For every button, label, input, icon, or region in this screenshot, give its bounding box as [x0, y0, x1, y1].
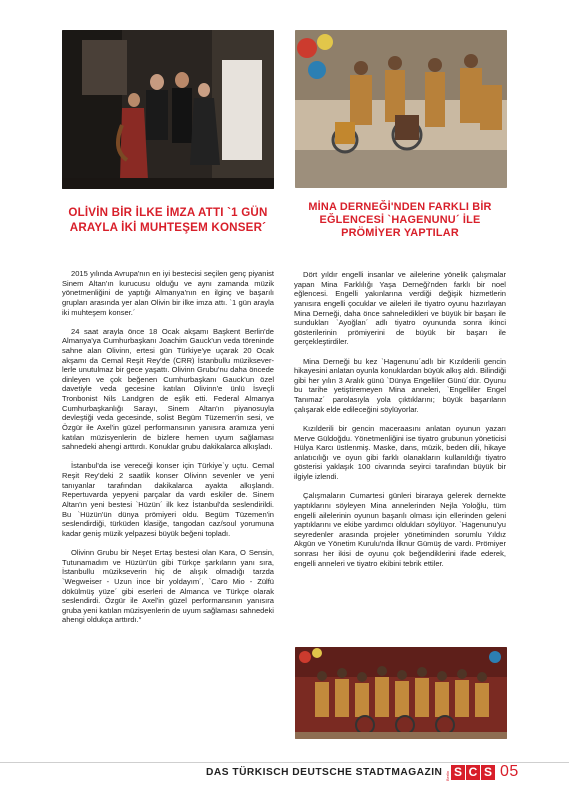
paragraph: İstanbul'da ise vereceği konser için Türkiye`y uçtu. Cemal Reşit Rey'deki 2 saatlik konser Olivinn sevenler ve yeni tanıyanlar tarafından dakikalarca ayakta alkışlandı. Repertuvarda yepyeni parçalar da vardı eskiler de. Sinem Altan'ın yeni bestesi `Hüzün´ ilk kez İstanbul'da seslendirildi. Bu `Hüzün'ün dünya prömiyeri oldu. Begüm Tüzemen'in seslendirdiği, türküden klasiğe, tangodan caz/soul yorumuna kadar geniş müzik yelpazesi büyük beğeni topladı.	[62, 461, 274, 538]
mina-group-photo-bottom	[295, 647, 507, 739]
right-article-headline: MİNA DERNEĞİ'NDEN FARKLI BİR EĞLENCESİ `HAGENUNU´ İLE PRÖMİYER YAPTILAR	[308, 201, 492, 240]
magazine-name: DAS TÜRKISCH DEUTSCHE STADTMAGAZIN	[206, 767, 443, 778]
left-article-body	[62, 269, 274, 635]
olivinn-band-photo	[62, 30, 274, 189]
paragraph: Çalışmaların Cumartesi günleri biraraya gelerek dernekte yaptıklarını söyleyen Mina annelerinden Nejla Yoloğlu, tüm engelli ailelerinin oyunun başarılı olması için ellerinden geleni yaptıklarını ve ekibe yardımcı oldukları söylüyor. `Hagenunu'yu seyredenler arasında projeler yönetiminden sorumlu Yıldız Akgün ve Yönetim Kurulu'nda İlknur Gümüş de vardı. Prömiyer sonrası her ikisi de oyunu çok beğendiklerini ifade ederek, engelli anneleri ve tiyatro ekibini tebrik ettiler.	[294, 491, 506, 568]
page-number: 05	[500, 763, 519, 780]
footer-divider	[0, 762, 569, 763]
paragraph: Dört yıldır engelli insanlar ve ailelerine yönelik çalışmalar yapan Mina Farklılığı Yaşa Derneği'nden farklı bir noel eğlencesi. Engelli yakınlarına verdiği değişik hizmetlerin yanısıra engelli çocuklar ve aileleri ile tiyatro oyunu hazırlayan Mina Derneği, daha önce sahneledikleri ve büyük bir başarı ile sundukları `Ayoğlan´ adlı tiyatro oyununda sonra ikinci gösterilerinin prömiyerini de büyük bir başarı ile gerçekleştirdiler.	[294, 270, 506, 347]
paragraph: 24 saat arayla önce 18 Ocak akşamı Başkent Berlin'de Almanya'ya Cumhurbaşkanı Joachim Gauck'un veda töreninde sahne alan Olivinn, ertesi gün Türkiye'ye uçarak 20 Ocak akşamı da Cemal Reşit Rey'de (CRR) İstanbullu müzikseverlerle unutulmaz bir gece yaşattı. Olivinn Grubu'nu daha öncede dinleyen ve çok beğenen Cumhurbaşkanı Gauck'un özel davetiyle veda gecesine katılan Olivinn'e ünlü İsveçli Tronbonist Nils Landgren de eşlik etti. Federal Almanya Cumhurbaşkanlığı Sarayı, Sinem Altan'ın piyanosuyla devleştiği veda gecesinde, solist Begüm Tüzemen'in sesi, ve Özgür ile Axel'in güzel performansının yanısıra aramıza yeni katılan müzisyenlerin de bizlere hemen uyum sağlaması sahnedeki ahengi arttırdı. Konuklar grubu dakikalarca alkışladı.	[62, 326, 274, 452]
mina-theatre-photo-top	[295, 30, 507, 188]
right-article-body	[294, 270, 506, 578]
paragraph: 2015 yılında Avrupa'nın en iyi bestecisi seçilen genç piyanist Sinem Altan'ın kurucusu olduğu ve aynı zamanda müzik yönetmenliğini de yaptığı Almanya'nın en ilginç ve başarılı grupları arasında yer alan Olivin bir ilke imza attı. `1 gün arayla iki muhteşem konser.´	[62, 269, 274, 317]
logo-letter: S	[451, 765, 465, 780]
city-label: Berlin	[445, 770, 450, 781]
scs-logo	[451, 765, 495, 780]
paragraph: Kızılderili bir gencin maceraasını anlatan oyunun yazarı Merve Güldoğdu. Yönetmenliğini ise tiyatro grubunun yöneticisi Hülya Karcı üstlenmiş. Maske, dans, müzik, beden dili, hikaye anlatıcılığı ve oyun gibi farklı olanakların kullanıldığı tiyatro gösterisi yaklaşık 100 civarında seyirci tarafından büyük bir ilgiyle izlendi.	[294, 423, 506, 482]
paragraph: Mina Derneği bu kez `Hagenunu´adlı bir Kızılderili gencin hikayesini anlatan oyunla konuklardan büyük alkış aldı. Bilindiği gibi her yılın 3 Aralık günü `Dünya Engelliler Günü´dür. Oyunu bu tarihe yetiştiremeyen Mina anneleri, `Engelliler Engel Tanımaz´ parolasıyla yola çıktıklarını; büyük başarıların çalışarak elde edileceğini söylüyorlar.	[294, 356, 506, 414]
logo-letter: C	[466, 765, 480, 780]
logo-letter: S	[481, 765, 495, 780]
left-article-headline: OLİVİN BİR İLKE İMZA ATTI `1 GÜN ARAYLA İKİ MUHTEŞEM KONSER´	[68, 206, 268, 234]
paragraph: Olivinn Grubu bir Neşet Ertaş bestesi olan Kara, O Sensin, Tutunamadım ve Hüzün'ün gibi Türkçe şarkıların yanı sıra, İstanbullu müzikseverin hiç de alışık olmadığı tarzda `Wegweiser - Uzun ince bir yoldayım´, `Caro Mio - Zülfü dökülmüş yüze´ gibi eserleri de Almanca ve Türkçe olarak seslendirdi. Özgür ile Axel'in güzel performansının yanısıra gruba yeni katılan müzisyenlerin de uyum sağlaması sahnedeki ahengi oldukça arttırdı.“	[62, 548, 274, 625]
